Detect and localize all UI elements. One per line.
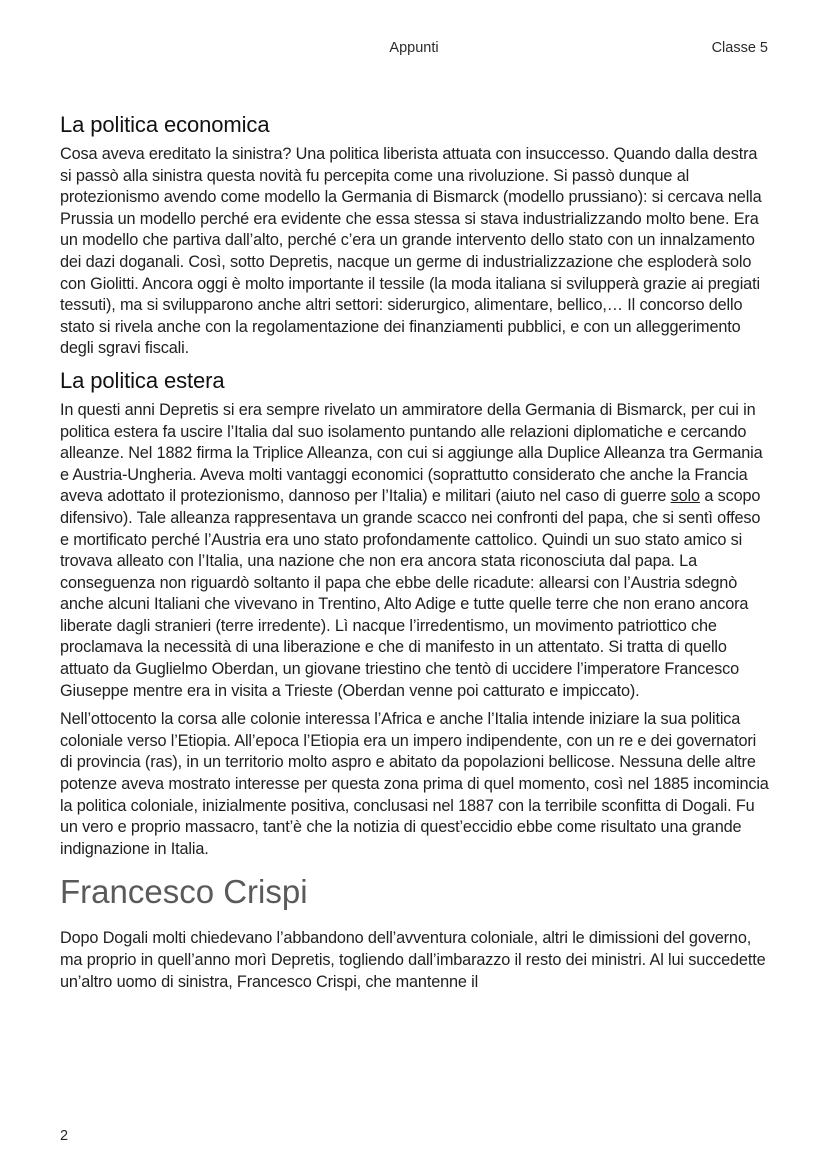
chapter-title: Francesco Crispi (60, 873, 308, 911)
page-content (60, 112, 772, 999)
underlined-word: solo (670, 487, 700, 506)
paragraph-foreign-2: Nell’ottocento la corsa alle colonie interessa l’Africa e anche l’Italia intende iniziare la sua politica coloniale verso l’Etiopia. All’epoca l’Etiopia era un impero indipendente, con un re e dei governatori di provincia (ras), in un territorio molto aspro e abitato da popolazioni bellicose. Nessuna delle altre potenze aveva mostrato interesse per questa zona prima di quel momento, così nel 1885 incomincia la politica coloniale, inizialmente positiva, conclusasi nel 1887 con la terribile sconfitta di Dogali. Fu un vero e proprio massacro, tant’è che la notizia di quest’eccidio ebbe come risultato una grande indignazione in Italia. (60, 710, 769, 858)
header-title: Appunti (389, 40, 439, 56)
paragraph-foreign-1-part-b: a scopo difensivo). Tale alleanza rappresentava un grande scacco nei confronti del papa, che si sentì offeso e mortificato perché l’Austria era uno stato profondamente cattolico. Quindi un suo stato amico si trovava alleato con l’Italia, una nazione che non era ancora stata riconosciuta dal papa. La conseguenza non riguardò soltanto il papa che ebbe delle ricadute: allearsi con l’Austria sdegnò anche alcuni Italiani che vivevano in Trentino, Alto Adige e tutte quelle terre che non erano ancora liberate dagli stranieri (terre irredente). Lì nacque l’irredentismo, un movimento patriottico che proclamava la necessità di una liberazione e che di manifesto in un attentato. Si tratta di quello attuato da Guglielmo Oberdan, un giovane triestino che tentò di uccidere l’imperatore Francesco Giuseppe mentre era in visita a Trieste (Oberdan venne poi catturato e impiccato). (60, 487, 761, 700)
paragraph-foreign-1 (60, 400, 772, 702)
page-number: 2 (60, 1128, 69, 1144)
paragraph-economic: Cosa aveva ereditato la sinistra? Una politica liberista attuata con insuccesso. Quando dalla destra si passò alla sinistra questa novità fu percepita come una rivoluzione. Si passò dunque al protezionismo avendo come modello la Germania di Bismarck (modello prussiano): si cercava nella Prussia un modello perché era evidente che essa stessa si stava industrializzando molto bene. Era un modello che partiva dall’alto, perché c’era un grande intervento dello stato con un innalzamento dei dazi doganali. Così, sotto Depretis, nacque un germe di industrializzazione che esploderà solo con Giolitti. Ancora oggi è molto importante il tessile (la moda italiana si svilupperà grazie ai pregiati tessuti), ma si svilupparono anche altri settori: siderurgico, alimentare, bellico,… Il concorso dello stato si rivela anche con la regolamentazione dei finanziamenti pubblici, e con un alleggerimento degli sgravi fiscali. (60, 145, 762, 358)
section-title-economic: La politica economica (60, 112, 270, 137)
section-title-foreign: La politica estera (60, 367, 225, 393)
paragraph-foreign-1-part-a: In questi anni Depretis si era sempre rivelato un ammiratore della Germania di Bismarck, per cui in politica estera fa uscire l’Italia dal suo isolamento puntando alle relazioni diplomatiche e cercando alleanze. Nel 1882 firma la Triplice Alleanza, con cui si aggiunge alla Duplice Alleanza tra Germania e Austria-Ungheria. Aveva molti vantaggi economici (soprattutto considerato che anche la Francia aveva adottato il protezionismo, dannoso per l’Italia) e militari (aiuto nel caso di guerre (60, 400, 763, 506)
paragraph-crispi: Dopo Dogali molti chiedevano l’abbandono dell’avventura coloniale, altri le dimissioni del governo, ma proprio in quell’anno morì Depretis, togliendo dall’imbarazzo il resto dei ministri. Al lui succedette un’altro uomo di sinistra, Francesco Crispi, che mantenne il (60, 929, 766, 991)
header-class-label: Classe 5 (711, 40, 768, 56)
